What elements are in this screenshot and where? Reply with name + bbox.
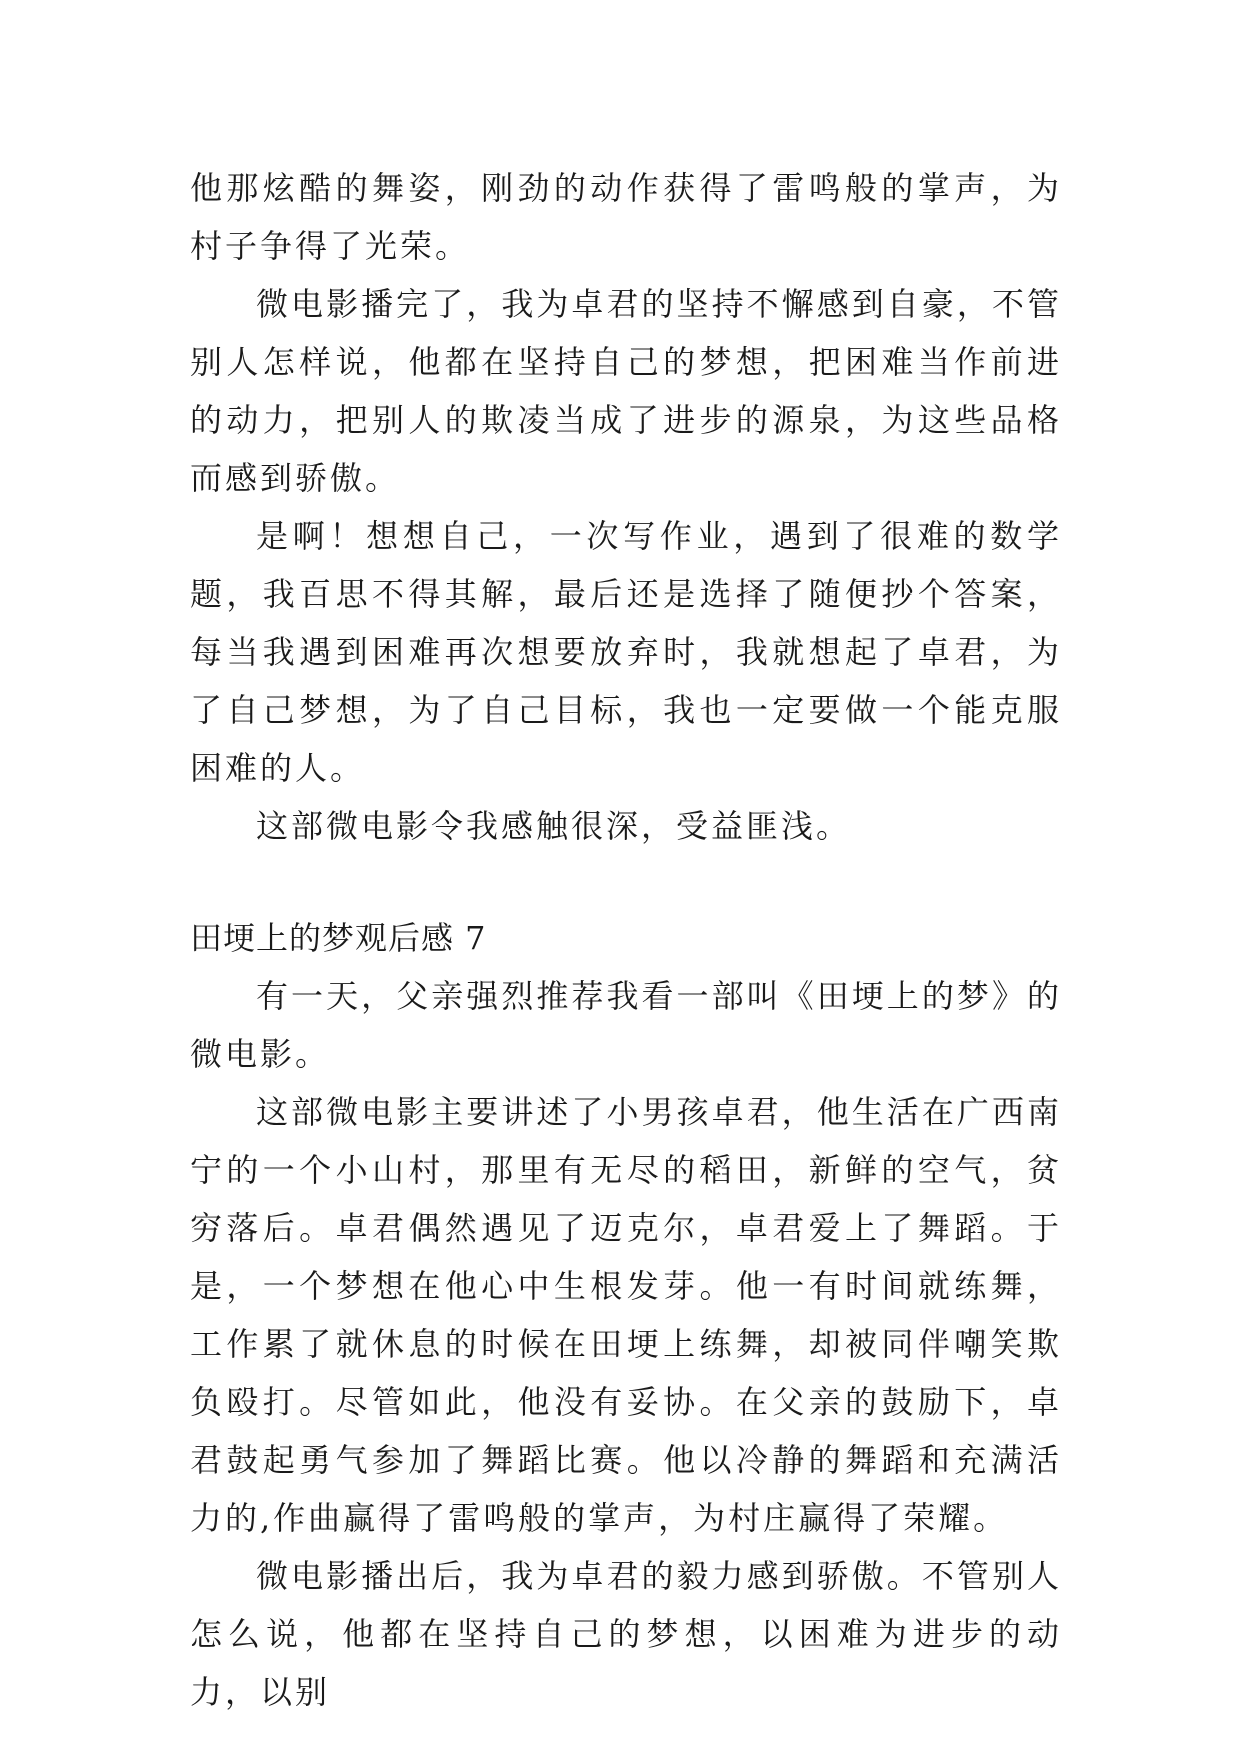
document-body [190, 159, 1062, 1721]
paragraph: 这部微电影主要讲述了小男孩卓君，他生活在广西南宁的一个小山村，那里有无尽的稻田，新鲜的空气，贫穷落后。卓君偶然遇见了迈克尔，卓君爱上了舞蹈。于是，一个梦想在他心中生根发芽。他一有时间就练舞，工作累了就休息的时候在田埂上练舞，却被同伴嘲笑欺负殴打。尽管如此，他没有妥协。在父亲的鼓励下，卓君鼓起勇气参加了舞蹈比赛。他以冷静的舞蹈和充满活力的,作曲赢得了雷鸣般的掌声，为村庄赢得了荣耀。 [190, 1093, 1062, 1537]
section-title: 田埂上的梦观后感 7 [190, 919, 487, 957]
paragraph-continuation: 他那炫酷的舞姿，刚劲的动作获得了雷鸣般的掌声，为村子争得了光荣。 [190, 169, 1062, 265]
paragraph: 微电影播完了，我为卓君的坚持不懈感到自豪，不管别人怎样说，他都在坚持自己的梦想，把困难当作前进的动力，把别人的欺凌当成了进步的源泉，为这些品格而感到骄傲。 [190, 285, 1062, 497]
paragraph: 是啊！想想自己，一次写作业，遇到了很难的数学题，我百思不得其解，最后还是选择了随便抄个答案，每当我遇到困难再次想要放弃时，我就想起了卓君，为了自己梦想，为了自己目标，我也一定要做一个能克服困难的人。 [190, 517, 1062, 787]
paragraph: 这部微电影令我感触很深，受益匪浅。 [256, 807, 852, 845]
paragraph: 微电影播出后，我为卓君的毅力感到骄傲。不管别人怎么说，他都在坚持自己的梦想，以困难为进步的动力，以别 [190, 1557, 1062, 1711]
paragraph: 有一天，父亲强烈推荐我看一部叫《田埂上的梦》的微电影。 [190, 977, 1062, 1073]
